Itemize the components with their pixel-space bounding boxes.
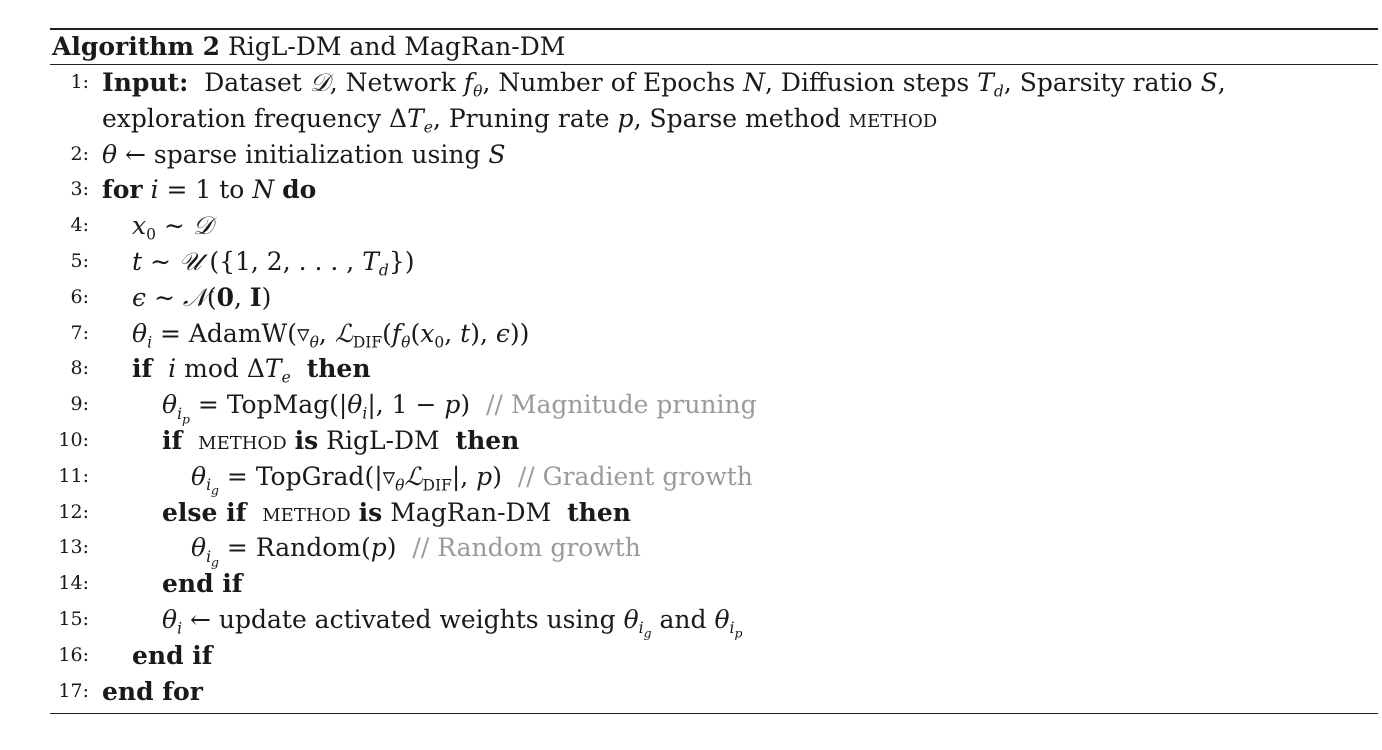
line-text: exploration frequency	[102, 103, 382, 133]
algo-line-1-cont	[50, 101, 1378, 137]
line-number: 12:	[58, 500, 89, 523]
method-smallcaps: method	[198, 425, 287, 455]
keyword-else-if: else if	[162, 497, 247, 527]
line-text: RigL-DM	[326, 425, 440, 455]
line-content: $x_0$ ∼ 𝒟	[132, 211, 213, 244]
comment-text: // Magnitude pruning	[486, 390, 757, 420]
caption-title: RigL-DM and MagRan-DM	[227, 32, 566, 61]
line-text: TopGrad	[255, 461, 365, 491]
line-text: AdamW	[188, 318, 288, 348]
line-text: , Number of Epochs	[482, 68, 736, 97]
line-number: 2:	[70, 142, 89, 165]
algo-line-7	[50, 316, 1378, 352]
algo-line-3	[50, 172, 1378, 208]
line-content: ϵ ∼ 𝒩(0, I)	[132, 282, 272, 312]
keyword-input: Input:	[102, 68, 189, 97]
line-content	[162, 566, 243, 602]
keyword-if: if	[162, 425, 183, 455]
line-text: MagRan-DM	[390, 497, 552, 527]
line-content: for i = 1 to N do	[102, 175, 317, 205]
line-number: 14:	[58, 572, 89, 595]
line-number: 7:	[70, 321, 89, 344]
line-text: Dataset	[204, 68, 302, 97]
line-text: , Pruning rate	[432, 103, 610, 133]
line-content	[102, 674, 203, 710]
algo-line-6	[50, 280, 1378, 316]
line-number: 5:	[70, 249, 89, 272]
algo-line-5	[50, 244, 1378, 280]
keyword-then: then	[567, 497, 631, 527]
bottom-rule	[50, 713, 1378, 714]
line-text: ← update activated weights using	[189, 604, 616, 634]
method-smallcaps: method	[848, 103, 938, 133]
algorithm-caption	[50, 30, 1378, 64]
line-number: 10:	[58, 428, 89, 451]
line-content	[162, 495, 631, 531]
line-text: ← sparse initialization using	[125, 139, 481, 169]
keyword-do: do	[282, 175, 317, 205]
line-number: 13:	[58, 536, 89, 559]
line-content: if i mod $\Delta T_e$ then	[132, 354, 371, 387]
line-number: 8:	[70, 357, 89, 380]
line-content: exploration frequency $\Delta T_e$, Pruning rate p, Sparse method method	[102, 103, 938, 137]
caption-label: Algorithm 2	[52, 32, 220, 61]
line-text: , Sparsity ratio	[1003, 68, 1193, 97]
line-text: mod	[184, 354, 239, 384]
line-number: 3:	[70, 178, 89, 201]
line-text: , Diffusion steps	[765, 68, 970, 97]
algo-line-13	[50, 530, 1378, 570]
algo-line-11	[50, 459, 1378, 498]
line-content	[162, 423, 519, 459]
keyword-then: then	[455, 425, 520, 455]
line-text: , Sparse method	[633, 103, 841, 133]
algorithm-block	[50, 28, 1378, 714]
algorithm-lines	[50, 65, 1378, 709]
line-content: $\theta_i$ = $AdamW(▿_\theta$, $ℒ_{DIF}(f_\theta(x_0$, t), ϵ))	[132, 318, 530, 351]
line-text: TopMag	[226, 390, 330, 420]
algo-line-4	[50, 208, 1378, 244]
keyword-then: then	[306, 354, 371, 384]
keyword-end-for: end for	[102, 676, 203, 706]
keyword-is: is	[358, 497, 383, 527]
line-number: 4:	[70, 214, 89, 237]
method-smallcaps: method	[262, 497, 351, 527]
line-number: 9:	[70, 393, 89, 416]
line-text: to	[219, 175, 245, 205]
line-text: ,	[1217, 68, 1226, 97]
keyword-if: if	[132, 354, 153, 384]
line-number: 16:	[58, 643, 89, 666]
algo-line-1	[50, 65, 1378, 101]
comment-text: // Random growth	[412, 533, 641, 563]
line-number: 6:	[70, 285, 89, 308]
algo-line-14	[50, 566, 1378, 602]
line-number: 17:	[58, 679, 89, 702]
line-number: 15:	[58, 607, 89, 630]
keyword-is: is	[294, 425, 319, 455]
line-content: θ ← sparse initialization using S	[102, 139, 506, 169]
keyword-end-if: end if	[162, 569, 243, 599]
line-content: Input: Dataset 𝒟, Network $f_\theta$, Number of Epochs N, Diffusion steps $T_d$, Sparsity ratio S,	[102, 68, 1226, 101]
algo-line-9	[50, 387, 1378, 426]
line-number: 11:	[58, 464, 89, 487]
algo-line-15	[50, 602, 1378, 641]
line-content: $\theta_{i_g}$ = $TopGrad(|▿_\theta ℒ_{DIF}|$, p) // Gradient growth	[191, 461, 753, 498]
algo-line-10	[50, 423, 1378, 459]
line-content: $\theta_{i_g}$ = Random(p) // Random growth	[191, 533, 641, 570]
line-content: $\theta_{i_p}$ = $TopMag(|\theta_i|$, 1 − p) // Magnitude pruning	[162, 390, 757, 426]
keyword-end-if: end if	[132, 640, 213, 670]
algo-line-17	[50, 674, 1378, 710]
algo-line-12	[50, 495, 1378, 531]
line-content: $\theta_i$ ← update activated weights using $\theta_{i_g}$ and $\theta_{i_p}$	[162, 604, 743, 641]
keyword-for: for	[102, 175, 143, 205]
line-content: t ∼ 𝒰 ({1, 2, . . . , $T_d$})	[132, 246, 415, 280]
line-content	[132, 638, 213, 674]
comment-text: // Gradient growth	[517, 461, 753, 491]
line-text: , Network	[329, 68, 456, 97]
line-text: Random	[255, 533, 361, 563]
line-text: and	[659, 604, 707, 634]
line-number: 1:	[70, 71, 89, 93]
algo-line-8	[50, 351, 1378, 387]
algo-line-2	[50, 137, 1378, 173]
algo-line-16	[50, 638, 1378, 674]
